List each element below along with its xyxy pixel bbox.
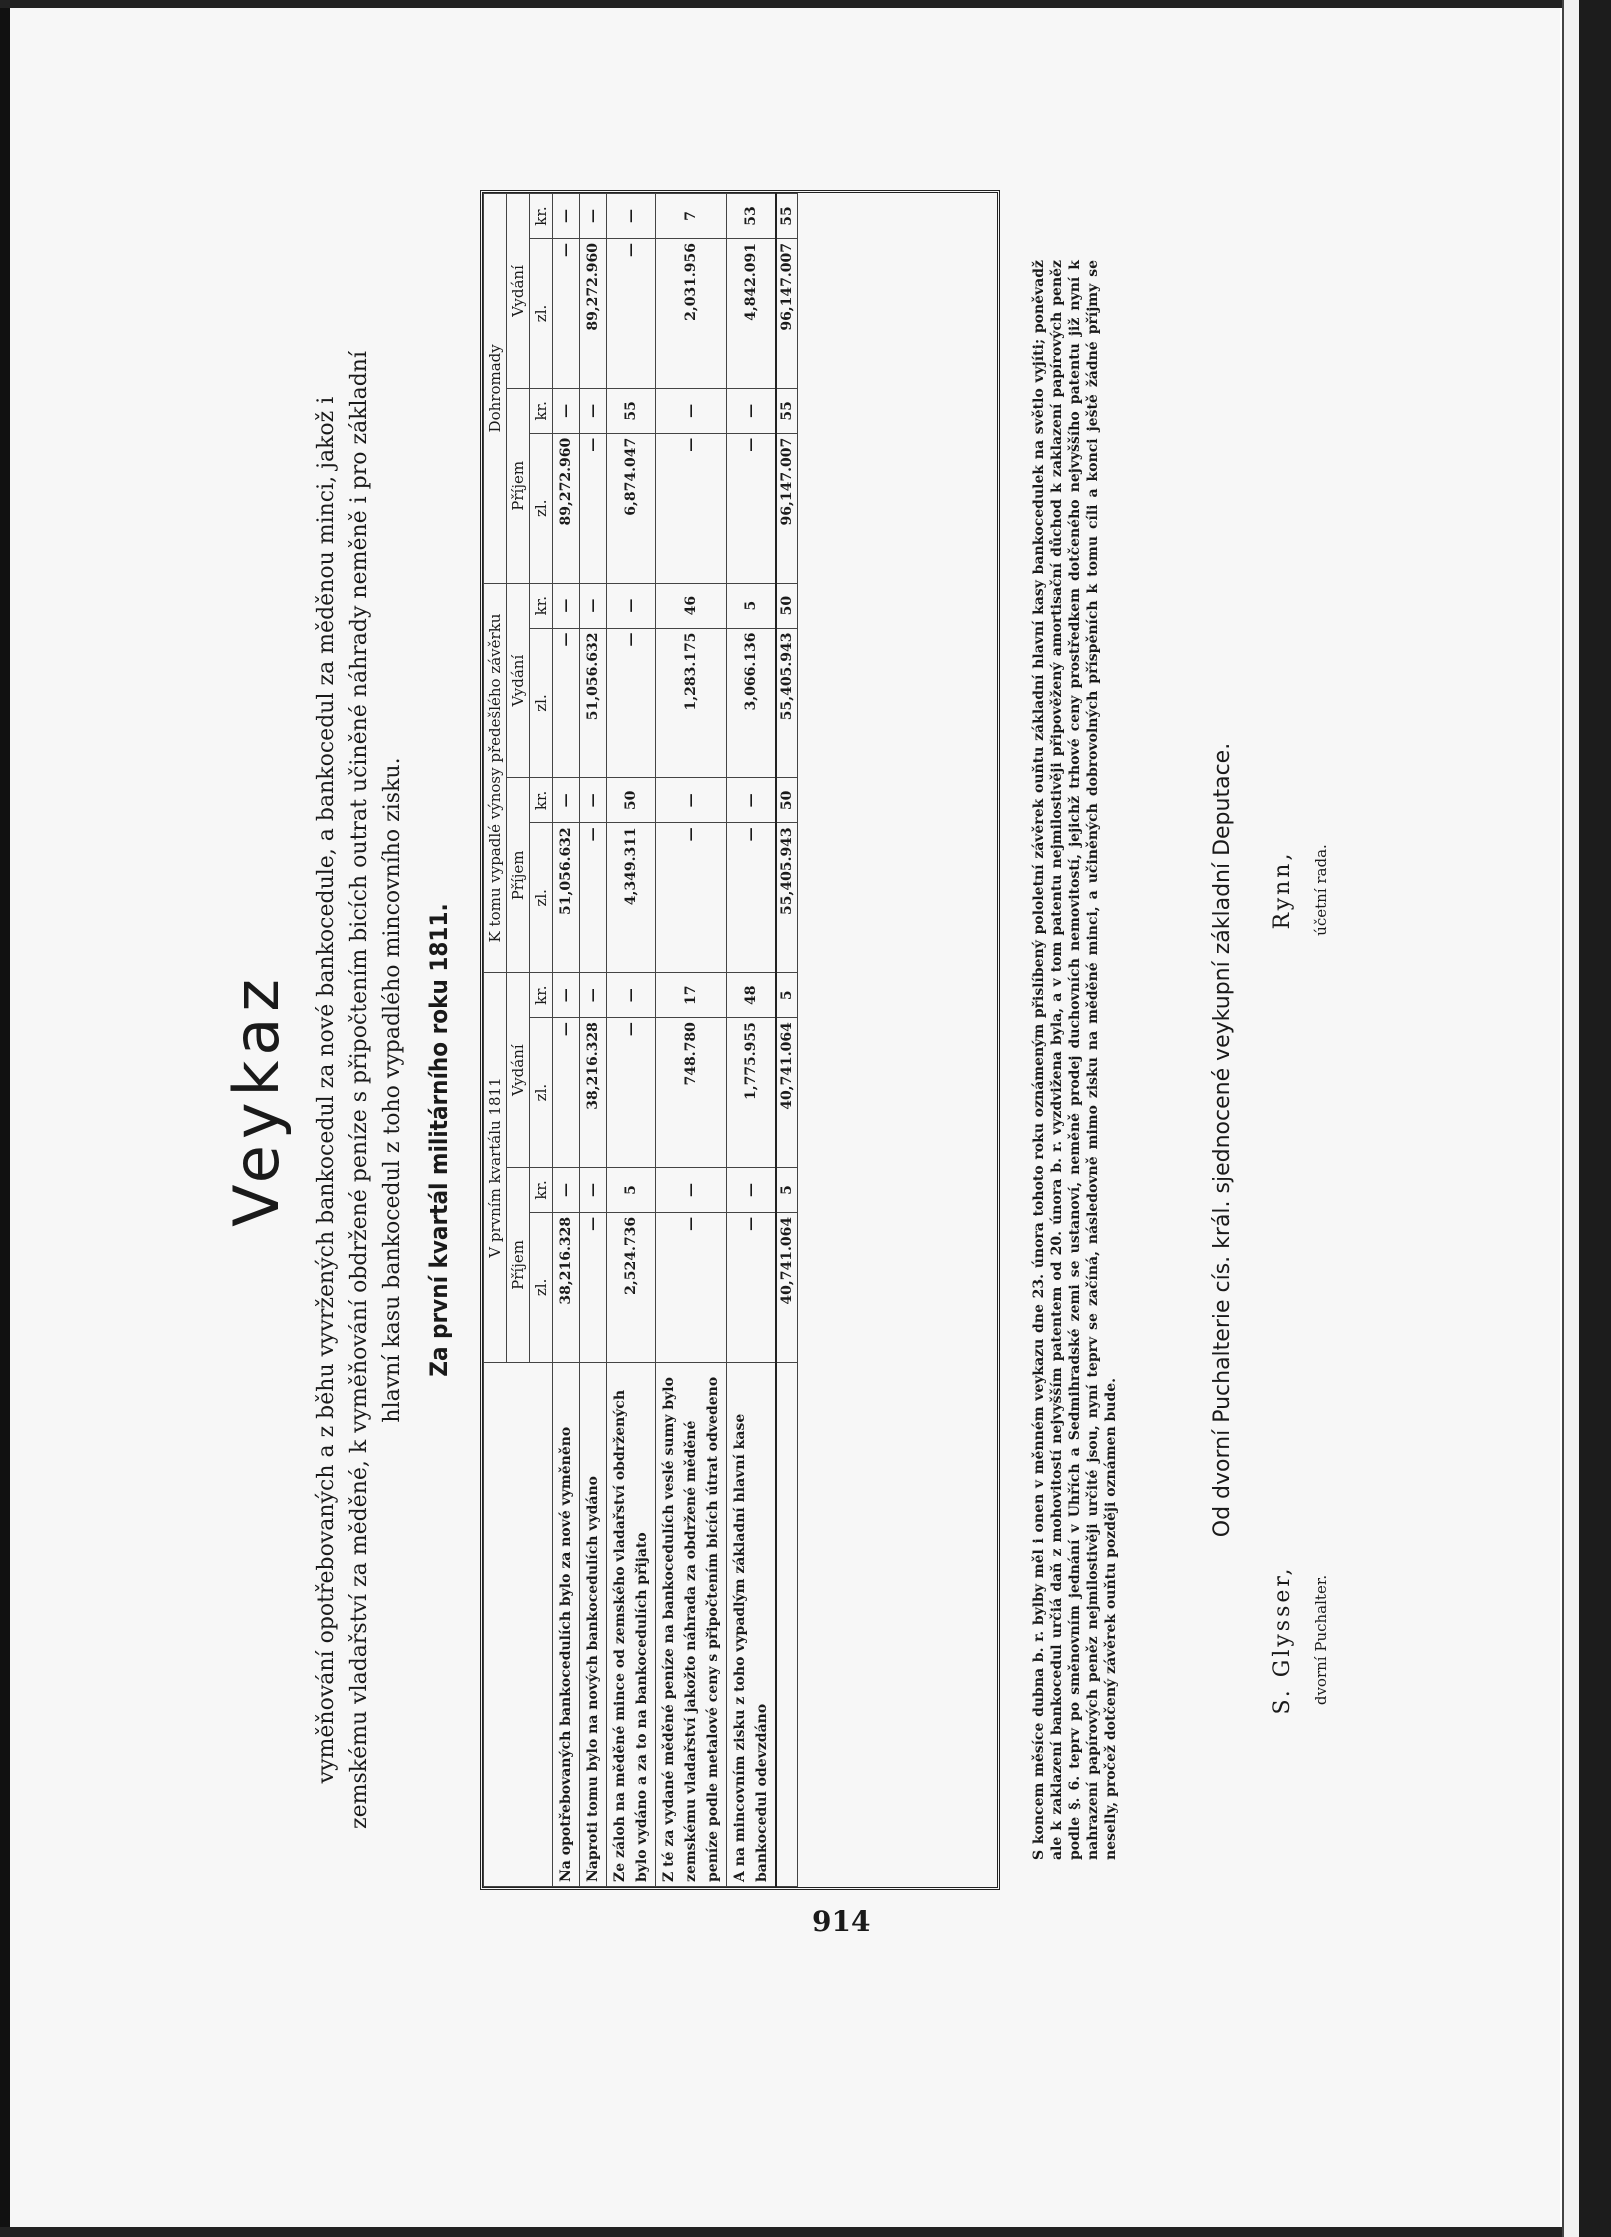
cell: —: [656, 823, 727, 973]
unit-header: kr.: [530, 388, 553, 433]
sub-header: Příjem: [507, 1168, 530, 1363]
unit-header: zl.: [530, 433, 553, 583]
ledger-table: [480, 190, 1000, 1890]
cell: —: [607, 194, 656, 239]
signature-left-name: S. Glysser,: [1270, 1565, 1295, 1715]
cell: 6,874.047: [607, 433, 656, 583]
issuer-line: Od dvorní Puchalterie cís. král. sjednocené veykupní základní Deputace.: [1210, 742, 1235, 1538]
cell: —: [553, 628, 580, 778]
cell: —: [607, 1018, 656, 1168]
cell: 53: [727, 194, 777, 239]
totals-row: [776, 194, 798, 1887]
cell: 3,066.136: [727, 628, 777, 778]
cell: 55,405.943: [776, 823, 798, 973]
cell: —: [727, 1168, 777, 1213]
cell: 1,283.175: [656, 628, 727, 778]
cell: 89,272.960: [553, 433, 580, 583]
row-desc: Na opotřebovaných bankocedulích bylo za nové vyměněno: [553, 1362, 580, 1886]
cell: 89,272.960: [580, 238, 607, 388]
table-row: [580, 194, 607, 1887]
cell: —: [580, 1212, 607, 1362]
cell: —: [580, 388, 607, 433]
explanatory-note: S koncem měsíce dubna b. r. bylby měl i onen v měnném veykazu dne 23. února tohoto roku oznámeným přislíbený pololetní závěrek ouňtu základní hlavní kasy bankocedulek na světlo vyjíti; poněvadž ale k zaklazení bankocedul určiá daň z mohovitostí nejvyšším patentem od 20. února b. r. vyzdvižena byla, a v tom patentu nejmilostivěji připověžený amortisační důchod k zaklazení papírových peněz podle §. 6. teprv po směnovním jednání v Uhřích a Sedmihradské zemi se ustanoví, neměně prodej duchovních nemovitostí, jejichž trhové ceny prostředkem dotčeného nejvyššího patentu již nyní k nahrazení papírových peněz nejmilostivěji určité jsou, nyní teprv se začíná, následovně mimo zisku na měděné minci, a učiněných dobrovolných příspěních k tomu cíli a konci ještě žádné příjmy se neselly, pročež dotčený závěrek ouňtu později oznámen bude.: [1031, 260, 1119, 1860]
desc-header: [484, 1362, 553, 1886]
cell: 48: [727, 973, 777, 1018]
unit-header: kr.: [530, 1168, 553, 1213]
cell: —: [607, 583, 656, 628]
cell: —: [553, 778, 580, 823]
unit-header: zl.: [530, 238, 553, 388]
sub-header: Příjem: [507, 388, 530, 583]
scan-edge-left: [0, 0, 10, 2237]
cell: 38,216.328: [553, 1212, 580, 1362]
row-desc: A na mincovním zisku z toho vypadlým základní hlavní kase bankocedul odevzdáno: [727, 1362, 777, 1886]
cell: —: [580, 433, 607, 583]
sub-header: Vydání: [507, 194, 530, 389]
cell: 4,842.091: [727, 238, 777, 388]
cell: —: [727, 823, 777, 973]
cell: —: [727, 388, 777, 433]
cell: —: [607, 973, 656, 1018]
cell: —: [607, 628, 656, 778]
cell: 40,741.064: [776, 1018, 798, 1168]
cell: —: [553, 583, 580, 628]
cell: 96,147.007: [776, 238, 798, 388]
document-title: Veykaz: [220, 973, 293, 1227]
cell: 5: [607, 1168, 656, 1213]
cell: —: [727, 778, 777, 823]
table-row: [607, 194, 656, 1887]
cell: 5: [776, 973, 798, 1018]
cell: —: [727, 1212, 777, 1362]
rotated-content: [150, 60, 1450, 2040]
cell: —: [656, 388, 727, 433]
scan-edge-right: [1579, 0, 1611, 2237]
signature-right-name: Rynn,: [1270, 850, 1295, 930]
cell: 1,775.955: [727, 1018, 777, 1168]
signature-left-title: dvorní Puchalter.: [1312, 1574, 1330, 1706]
cell: 40,741.064: [776, 1212, 798, 1362]
cell: —: [727, 433, 777, 583]
cell: 50: [776, 778, 798, 823]
cell: —: [580, 1168, 607, 1213]
group-header: Dohromady: [484, 194, 507, 584]
cell: —: [553, 1168, 580, 1213]
cell: —: [656, 433, 727, 583]
group-header: V prvním kvartálu 1811: [484, 973, 507, 1363]
table-row: [727, 194, 777, 1887]
unit-header: zl.: [530, 1212, 553, 1362]
unit-header: kr.: [530, 973, 553, 1018]
cell: 748.780: [656, 1018, 727, 1168]
row-desc: Z té za vydané měděné peníze na bankocedulích veslé sumy bylo zemskému vladařství jakožto náhrada za obdržené měděné peníze podle metalové ceny s připočtením bicích útrat odvedeno: [656, 1362, 727, 1886]
cell: 38,216.328: [580, 1018, 607, 1168]
row-desc: Naproti tomu bylo na nových bankocedulích vydáno: [580, 1362, 607, 1886]
cell: 2,031.956: [656, 238, 727, 388]
unit-header: zl.: [530, 823, 553, 973]
cell: 55: [776, 194, 798, 239]
unit-header: kr.: [530, 583, 553, 628]
cell: —: [553, 973, 580, 1018]
cell: 51,056.632: [553, 823, 580, 973]
period-heading: Za první kvartál militárního roku 1811.: [425, 903, 453, 1377]
cell: 55: [607, 388, 656, 433]
cell: 17: [656, 973, 727, 1018]
cell: —: [553, 194, 580, 239]
sub-header: Vydání: [507, 973, 530, 1168]
signature-right-title: účetní rada.: [1312, 844, 1330, 936]
cell: 5: [727, 583, 777, 628]
group-header: K tomu vypadlé výnosy předešlého závěrku: [484, 583, 507, 973]
cell: —: [553, 388, 580, 433]
unit-header: zl.: [530, 628, 553, 778]
cell: 55: [776, 388, 798, 433]
row-desc: Ze záloh na měděné mince od zemského vladařství obdržených bylo vydáno a za to na bankocedulích přijato: [607, 1362, 656, 1886]
table-row: [553, 194, 580, 1887]
cell: 2,524.736: [607, 1212, 656, 1362]
table-row: [656, 194, 727, 1887]
scan-edge-bottom: [0, 2227, 1611, 2237]
cell: 51,056.632: [580, 628, 607, 778]
cell: —: [580, 583, 607, 628]
cell: 50: [776, 583, 798, 628]
sub-header: Příjem: [507, 778, 530, 973]
cell: 55,405.943: [776, 628, 798, 778]
sub-header: Vydání: [507, 583, 530, 778]
page-number: 914: [812, 1905, 871, 1938]
row-desc: [776, 1362, 798, 1886]
cell: —: [553, 238, 580, 388]
cell: 50: [607, 778, 656, 823]
cell: —: [656, 1168, 727, 1213]
cell: 7: [656, 194, 727, 239]
cell: —: [607, 238, 656, 388]
cell: 96,147.007: [776, 433, 798, 583]
document-subtitle: vyměňování opotřebovaných a z běhu vyvržených bankocedul za nové bankocedule, a bankocedul za měděnou minci, jakož i zemskému vladařství za měděné, k vyměňování obdržené peníze s připočtením bicích outrat učiněné náhrady neměně i pro základní hlavní kasu bankocedul z toho vypadlého mincovního zisku.: [314, 351, 405, 1829]
cell: —: [580, 973, 607, 1018]
cell: —: [580, 778, 607, 823]
cell: —: [580, 823, 607, 973]
unit-header: kr.: [530, 778, 553, 823]
cell: —: [553, 1018, 580, 1168]
unit-header: zl.: [530, 1018, 553, 1168]
unit-header: kr.: [530, 194, 553, 239]
cell: 4,349.311: [607, 823, 656, 973]
cell: —: [656, 1212, 727, 1362]
cell: —: [580, 194, 607, 239]
scan-edge-top: [0, 0, 1611, 8]
cell: —: [656, 778, 727, 823]
cell: 46: [656, 583, 727, 628]
cell: 5: [776, 1168, 798, 1213]
